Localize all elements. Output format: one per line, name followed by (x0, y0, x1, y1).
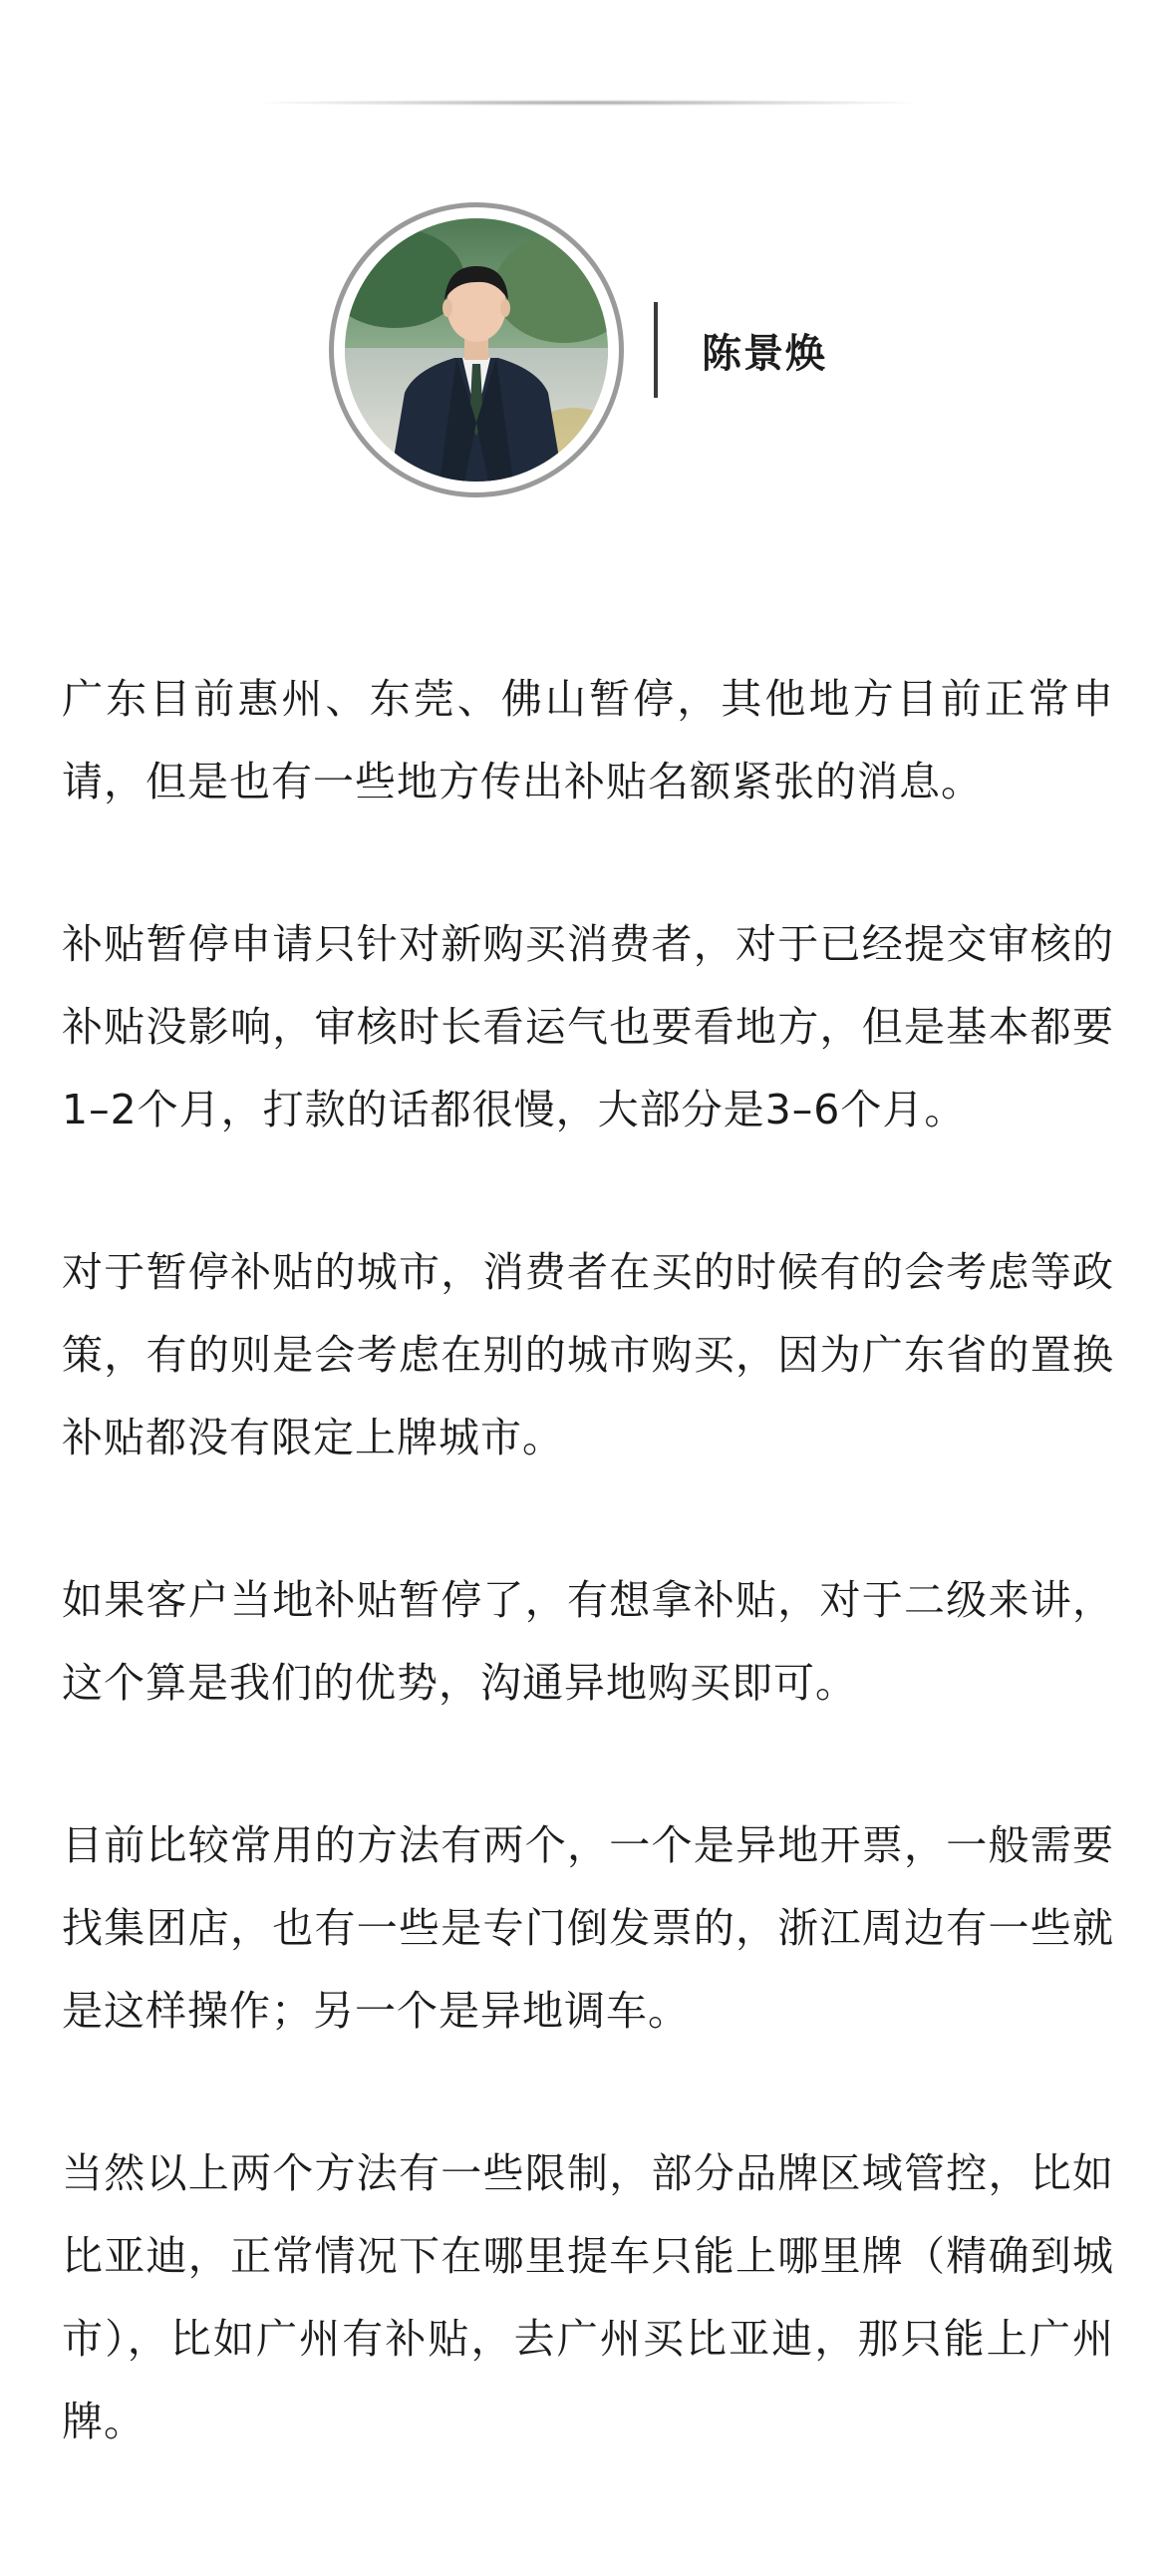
portrait-photo-icon (345, 218, 608, 482)
article-paragraph: 补贴暂停申请只针对新购买消费者，对于已经提交审核的补贴没影响，审核时长看运气也要看地方，但是基本都要1–2个月，打款的话都很慢，大部分是3–6个月。 (62, 920, 1114, 1133)
article-paragraph: 如果客户当地补贴暂停了，有想拿补贴，对于二级来讲，这个算是我们的优势，沟通异地购买即可。 (62, 1576, 1114, 1707)
article-paragraph: 当然以上两个方法有一些限制，部分品牌区域管控，比如比亚迪，正常情况下在哪里提车只能上哪里牌（精确到城市），比如广州有补贴，去广州买比亚迪，那只能上广州牌。 (62, 2149, 1114, 2445)
author-name: 陈景焕 (702, 330, 827, 377)
article-body (62, 658, 1114, 2543)
author-block (329, 195, 827, 504)
article-paragraph: 目前比较常用的方法有两个，一个是异地开票，一般需要找集团店，也有一些是专门倒发票的，浙江周边有一些就是这样操作；另一个是异地调车。 (62, 1821, 1114, 2035)
article-paragraph: 广东目前惠州、东莞、佛山暂停，其他地方目前正常申请，但是也有一些地方传出补贴名额紧张的消息。 (62, 675, 1114, 805)
author-divider (654, 302, 658, 398)
article-paragraph: 对于暂停补贴的城市，消费者在买的时候有的会考虑等政策，有的则是会考虑在别的城市购买，因为广东省的置换补贴都没有限定上牌城市。 (62, 1248, 1114, 1461)
top-divider (264, 100, 912, 106)
avatar-frame (329, 202, 624, 497)
avatar (345, 218, 608, 482)
